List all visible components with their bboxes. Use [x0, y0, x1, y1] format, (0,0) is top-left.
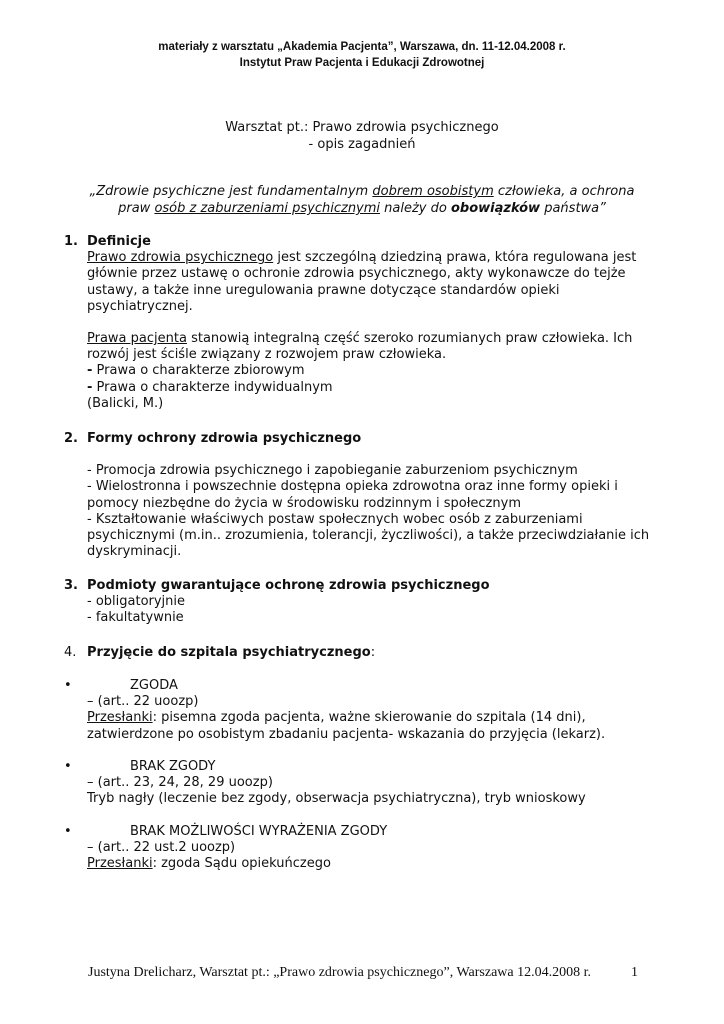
dash: -: [87, 363, 93, 379]
header-line-1: materiały z warsztatu „Akademia Pacjenta”, Warszawa, dn. 11-12.04.2008 r.: [158, 41, 566, 53]
section-3: [87, 578, 657, 627]
section-1-source: (Balicki, M.): [87, 395, 164, 411]
bullet-1: [87, 678, 657, 743]
section-4: [87, 645, 657, 661]
bullet-2-mark: •: [64, 759, 72, 774]
page-number: 1: [631, 965, 638, 980]
quote-text-4: państwa”: [540, 201, 606, 216]
section-3-item-1: - obligatoryjnie: [87, 594, 186, 610]
bullet-2-text: Tryb nagły (leczenie bez zgody, obserwacja psychiatryczna), tryb wnioskowy: [87, 791, 586, 807]
bullet-2: [87, 759, 657, 808]
section-2: [87, 431, 657, 560]
section-3-heading: Podmioty gwarantujące ochronę zdrowia psychicznego: [87, 578, 490, 593]
section-1-item-2-text: Prawa o charakterze indywidualnym: [92, 379, 333, 395]
quote-underline-1: dobrem osobistym: [372, 184, 494, 199]
section-1-paragraph-1: [87, 250, 657, 315]
section-2-heading: Formy ochrony zdrowia psychicznego: [87, 431, 362, 446]
opening-quote: [80, 183, 644, 217]
section-2-number: 2.: [64, 431, 78, 446]
quote-text-3: należy do: [380, 201, 451, 216]
term-prawa-pacjenta: Prawa pacjenta: [87, 331, 187, 347]
bullet-2-article: – (art.. 23, 24, 28, 29 uoozp): [87, 775, 273, 791]
section-1: [87, 234, 657, 412]
section-1-item-1-text: Prawa o charakterze zbiorowym: [92, 363, 305, 379]
section-4-heading: Przyjęcie do szpitala psychiatrycznego: [87, 645, 371, 660]
section-1-item-1: [87, 363, 657, 379]
quote-text-1: „Zdrowie psychiczne jest fundamentalnym: [89, 184, 373, 199]
bullet-3-title: BRAK MOŻLIWOŚCI WYRAŻENIA ZGODY: [130, 824, 388, 839]
bullet-1-body: : pisemna zgoda pacjenta, ważne skierowanie do szpitala (14 dni), zatwierdzone po osobistym zbadaniu pacjenta- wskazania do przyjęcia (lekarz).: [87, 710, 606, 742]
bullet-3-label: Przesłanki: [87, 856, 153, 872]
bullet-3-mark: •: [64, 824, 72, 839]
quote-text-2: człowieka, a ochrona praw: [118, 184, 635, 216]
section-1-number: 1.: [64, 234, 78, 249]
bullet-1-title: ZGODA: [130, 678, 178, 693]
page-subtitle: - opis zagadnień: [308, 137, 416, 152]
section-1-item-2: [87, 380, 657, 396]
section-3-item-2: - fakultatywnie: [87, 610, 184, 626]
section-2-item-2: - Wielostronna i powszechnie dostępna opieka zdrowotna oraz inne formy opieki i pomocy niezbędne do życia w środowisku rodzinnym i społecznym: [87, 479, 618, 511]
bullet-1-text: [87, 710, 657, 742]
bullet-1-label: Przesłanki: [87, 710, 153, 726]
quote-underline-2: osób z zaburzeniami psychicznymi: [154, 201, 381, 216]
section-4-heading-line: [87, 645, 657, 661]
page-title: Warsztat pt.: Prawo zdrowia psychicznego: [225, 120, 499, 135]
bullet-3-article: – (art.. 22 ust.2 uoozp): [87, 840, 236, 856]
quote-bold: obowiązków: [450, 201, 541, 216]
section-1-paragraph-2: [87, 331, 657, 363]
header-line-2: Instytut Praw Pacjenta i Edukacji Zdrowotnej: [239, 57, 485, 69]
section-1-heading: Definicje: [87, 234, 151, 249]
bullet-3-text: [87, 856, 657, 872]
section-4-number: 4.: [64, 645, 77, 660]
bullet-1-article: – (art.. 22 uoozp): [87, 694, 199, 710]
footer-text: Justyna Drelicharz, Warsztat pt.: „Prawo zdrowia psychicznego”, Warszawa 12.04.2008 r.: [88, 965, 592, 980]
section-1-paragraph-2-text: stanowią integralną część szeroko rozumianych praw człowieka. Ich rozwój jest ściśle związany z rozwojem praw człowieka.: [87, 331, 633, 363]
bullet-1-mark: •: [64, 678, 72, 693]
bullet-3-body: : zgoda Sądu opiekuńczego: [152, 856, 331, 872]
bullet-2-title: BRAK ZGODY: [130, 759, 216, 774]
section-1-paragraph-1-text: jest szczególną dziedziną prawa, która regulowana jest głównie przez ustawę o ochronie zdrowia psychicznego, akty wykonawcze do tejże ustawy, a także inne uregulowania prawne dotyczące standardów opieki psychiatrycznej.: [87, 250, 637, 314]
section-4-colon: :: [370, 645, 376, 660]
bullet-3: [87, 824, 657, 873]
term-prawo-zdrowia: Prawo zdrowia psychicznego: [87, 250, 274, 266]
section-3-number: 3.: [64, 578, 78, 593]
section-2-item-1: - Promocja zdrowia psychicznego i zapobieganie zaburzeniom psychicznym: [87, 463, 578, 479]
section-2-item-3: - Kształtowanie właściwych postaw społecznych wobec osób z zaburzeniami psychicznymi (m.in.. zrozumienia, tolerancji, życzliwości), a także przeciwdziałanie ich dyskryminacji.: [87, 511, 650, 560]
dash: -: [87, 379, 93, 395]
